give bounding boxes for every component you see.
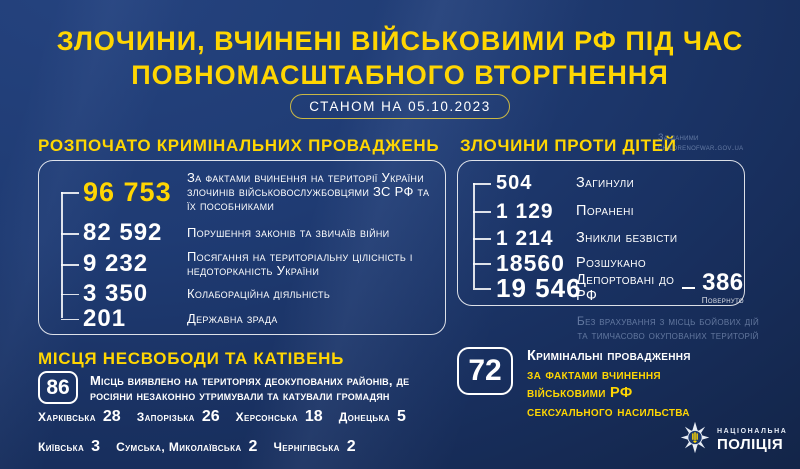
region-stats-list (38, 408, 468, 456)
region-stat (137, 408, 220, 426)
stat-label: Державна зрада (187, 310, 278, 326)
region-value: 2 (346, 438, 356, 455)
stat-value: 1 214 (496, 226, 554, 250)
region-value: 18 (304, 408, 323, 425)
sexual-violence-summary (457, 347, 691, 421)
stat-value: 201 (83, 304, 127, 332)
sv-line2: за фактами вчинення (527, 366, 661, 383)
children-crimes-footnote (540, 315, 796, 342)
returned-value: 386 (702, 269, 744, 296)
region-value: 28 (102, 408, 121, 425)
stat-row (39, 165, 445, 219)
stat-label (576, 271, 744, 305)
sexual-violence-count-badge: 72 (457, 347, 513, 395)
stat-label: Посягання на територіальну цілісність і недоторканість України (187, 249, 413, 278)
proceedings-stat-box (38, 160, 446, 335)
data-source-note (658, 132, 743, 152)
region-value: 26 (201, 408, 220, 425)
region-name: Херсонська (235, 410, 298, 424)
stat-row (39, 281, 445, 306)
region-stat (339, 408, 406, 426)
sexual-violence-text (527, 347, 691, 421)
region-name: Сумська, Миколаївська (116, 440, 242, 454)
page-title-line1: ЗЛОЧИНИ, ВЧИНЕНІ ВІЙСЬКОВИМИ РФ ПІД ЧАС (56, 26, 744, 56)
national-police-logo (680, 421, 787, 459)
children-crimes-stat-box (457, 160, 745, 306)
detention-places-summary (38, 371, 452, 404)
stat-row (458, 169, 744, 197)
stat-row (39, 247, 445, 281)
logo-text (717, 428, 787, 453)
connector-dash (682, 287, 695, 289)
stat-value: 504 (496, 172, 533, 194)
children-crimes-section-header: ЗЛОЧИНИ ПРОТИ ДІТЕЙ (460, 136, 677, 155)
region-name: Донецька (338, 410, 391, 424)
region-name: Харківська (38, 410, 96, 424)
region-name: Запорізька (136, 410, 195, 424)
stat-value: 9 232 (83, 250, 149, 277)
stat-label: Загинули (576, 175, 635, 191)
stat-row (458, 269, 744, 305)
stat-row (458, 197, 744, 225)
stat-row (39, 306, 445, 331)
detention-places-section-header: МІСЦЯ НЕСВОБОДИ ТА КАТІВЕНЬ (38, 349, 344, 368)
stat-label: За фактами вчинення на території України злочинів військовослужбовцями ЗС РФ та їх пособниками (187, 170, 430, 213)
region-value: 2 (248, 438, 258, 455)
stat-value: 18560 (496, 249, 565, 276)
stat-label: Поранені (576, 203, 634, 219)
returned-substat (702, 271, 744, 305)
stat-value: 96 753 (83, 176, 172, 207)
detention-places-count-badge: 86 (38, 371, 78, 404)
sv-line1: Кримінальні провадження (527, 348, 691, 364)
date-badge-wrap (0, 94, 800, 119)
data-source-note-line2: childrenofwar.gov.ua (658, 142, 744, 152)
region-name: Чернігівська (273, 440, 340, 454)
region-stat (116, 438, 257, 456)
stat-value: 19 546 (496, 273, 582, 303)
stat-value: 82 592 (83, 219, 163, 246)
as-of-date-badge: СТАНОМ НА 05.10.2023 (290, 94, 509, 119)
sv-line3: військовими РФ (527, 385, 633, 401)
stat-value: 1 129 (496, 199, 554, 223)
stat-value: 3 350 (83, 279, 149, 307)
region-stat (273, 438, 355, 456)
stat-label: Колабораційна діяльність (187, 285, 331, 301)
region-stat (38, 408, 121, 426)
footnote-line1: Без врахування з місць бойових дій (576, 314, 760, 328)
region-value: 3 (91, 438, 101, 455)
region-name: Київська (38, 440, 85, 454)
page-title (0, 24, 800, 92)
police-badge-icon (680, 421, 710, 459)
stat-label-text: Депортовані до РФ (576, 272, 675, 304)
detention-places-description: Місць виявлено на територіях деокупованих районів, де росіяни незаконно утримували та катували громадян (90, 372, 410, 403)
stat-row (39, 219, 445, 247)
footnote-line2: та тимчасово окупованих територій (577, 327, 759, 342)
sv-line4: сексуального насильства (527, 403, 690, 420)
stat-label: Зникли безвісти (576, 230, 678, 246)
stat-label: Порушення законів та звичаїв війни (187, 225, 390, 240)
page-title-line2: ПОВНОМАСШТАБНОГО ВТОРГНЕННЯ (131, 60, 669, 90)
logo-line1: НАЦІОНАЛЬНА (717, 427, 788, 435)
returned-label: Повернуто (701, 296, 744, 305)
proceedings-section-header: РОЗПОЧАТО КРИМІНАЛЬНИХ ПРОВАДЖЕНЬ (38, 136, 440, 155)
stat-row (458, 225, 744, 251)
stat-label: Розшукано (576, 255, 647, 271)
data-source-note-line1: За даними (658, 132, 699, 142)
logo-line2: ПОЛІЦІЯ (717, 435, 784, 453)
region-value: 5 (397, 408, 406, 425)
region-stat (38, 438, 100, 456)
region-stat (236, 408, 323, 426)
